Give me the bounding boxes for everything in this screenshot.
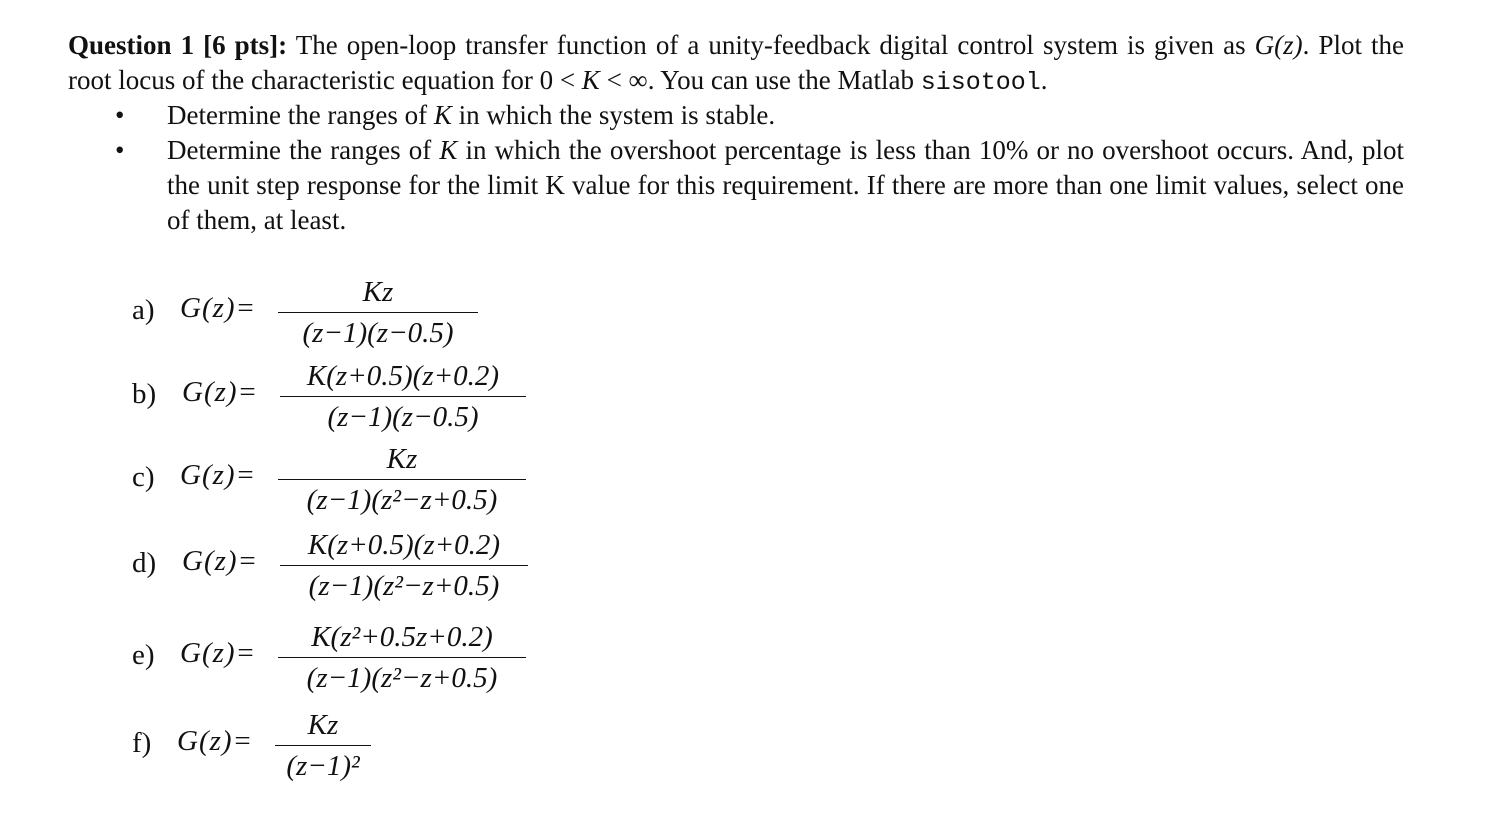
equation-label: c) <box>132 461 155 493</box>
question-k: K <box>581 65 600 95</box>
equation-fraction <box>280 356 526 437</box>
question-text-2: . Plot the root locus of the characteristic equation for 0 < <box>68 30 1404 95</box>
equation-lhs: G(z)= <box>182 545 259 577</box>
equation-b <box>132 358 552 438</box>
question-text-3: < ∞. You can use the Matlab <box>599 65 921 95</box>
equation-e <box>132 619 552 699</box>
question-text-1: The open-loop transfer function of a unity-feedback digital control system is given as <box>287 30 1255 60</box>
bullet-icon: • <box>115 100 125 130</box>
equation-numerator: K(z+0.5)(z+0.2) <box>307 529 501 561</box>
bullet-k: K <box>439 135 458 165</box>
equation-fraction <box>280 525 528 606</box>
equation-numerator: K(z+0.5)(z+0.2) <box>306 360 500 392</box>
equation-a <box>132 274 552 354</box>
question-text-4: . <box>1040 65 1048 95</box>
equation-lhs: G(z)= <box>180 637 257 669</box>
question-paragraph <box>68 28 1404 100</box>
equation-denominator: (z−1)(z²−z+0.5) <box>306 484 498 516</box>
equation-numerator: K(z²+0.5z+0.2) <box>311 621 493 653</box>
bullet-list <box>0 98 1404 238</box>
bullet-k: K <box>433 100 452 130</box>
bullet-text <box>167 133 1404 238</box>
question-label: Question 1 [6 pts]: <box>68 30 288 60</box>
equation-label: a) <box>132 294 155 326</box>
equation-fraction <box>278 617 526 698</box>
equation-denominator: (z−1)² <box>286 750 360 782</box>
equation-label: b) <box>132 378 157 410</box>
equation-lhs: G(z)= <box>180 459 257 491</box>
bullet-text-b: in which the overshoot percentage is less than 10% or no overshoot occurs. And, plot the unit step response for the limit K value for this requirement. If there are more than one limit values, select one of them, at least. <box>167 135 1404 235</box>
equation-label: e) <box>132 639 155 671</box>
bullet-text-a: Determine the ranges of <box>167 135 440 165</box>
question-tool: sisotool <box>920 68 1041 97</box>
equation-fraction <box>275 705 371 786</box>
equation-label: f) <box>132 727 152 759</box>
equation-lhs: G(z)= <box>180 292 257 324</box>
equation-denominator: (z−1)(z²−z+0.5) <box>308 570 500 602</box>
equation-d <box>132 527 552 607</box>
equation-fraction <box>278 439 526 520</box>
equation-denominator: (z−1)(z−0.5) <box>327 401 479 433</box>
bullet-text <box>167 98 1404 133</box>
bullet-icon: • <box>115 135 125 165</box>
equation-denominator: (z−1)(z−0.5) <box>302 317 454 349</box>
bullet-text-b: in which the system is stable. <box>451 100 776 130</box>
equation-fraction <box>278 272 478 353</box>
equation-lhs: G(z)= <box>177 725 254 757</box>
bullet-text-a: Determine the ranges of <box>167 100 434 130</box>
equation-denominator: (z−1)(z²−z+0.5) <box>306 662 498 694</box>
equation-numerator: Kz <box>386 443 418 475</box>
equation-numerator: Kz <box>362 276 394 308</box>
bullet-item-stability <box>0 98 1404 133</box>
equation-label: d) <box>132 547 157 579</box>
equation-c <box>132 441 552 521</box>
equation-f <box>132 707 552 787</box>
question-gz: G(z) <box>1254 30 1303 60</box>
equation-numerator: Kz <box>307 709 339 741</box>
bullet-item-overshoot <box>0 133 1404 238</box>
equation-lhs: G(z)= <box>182 376 259 408</box>
